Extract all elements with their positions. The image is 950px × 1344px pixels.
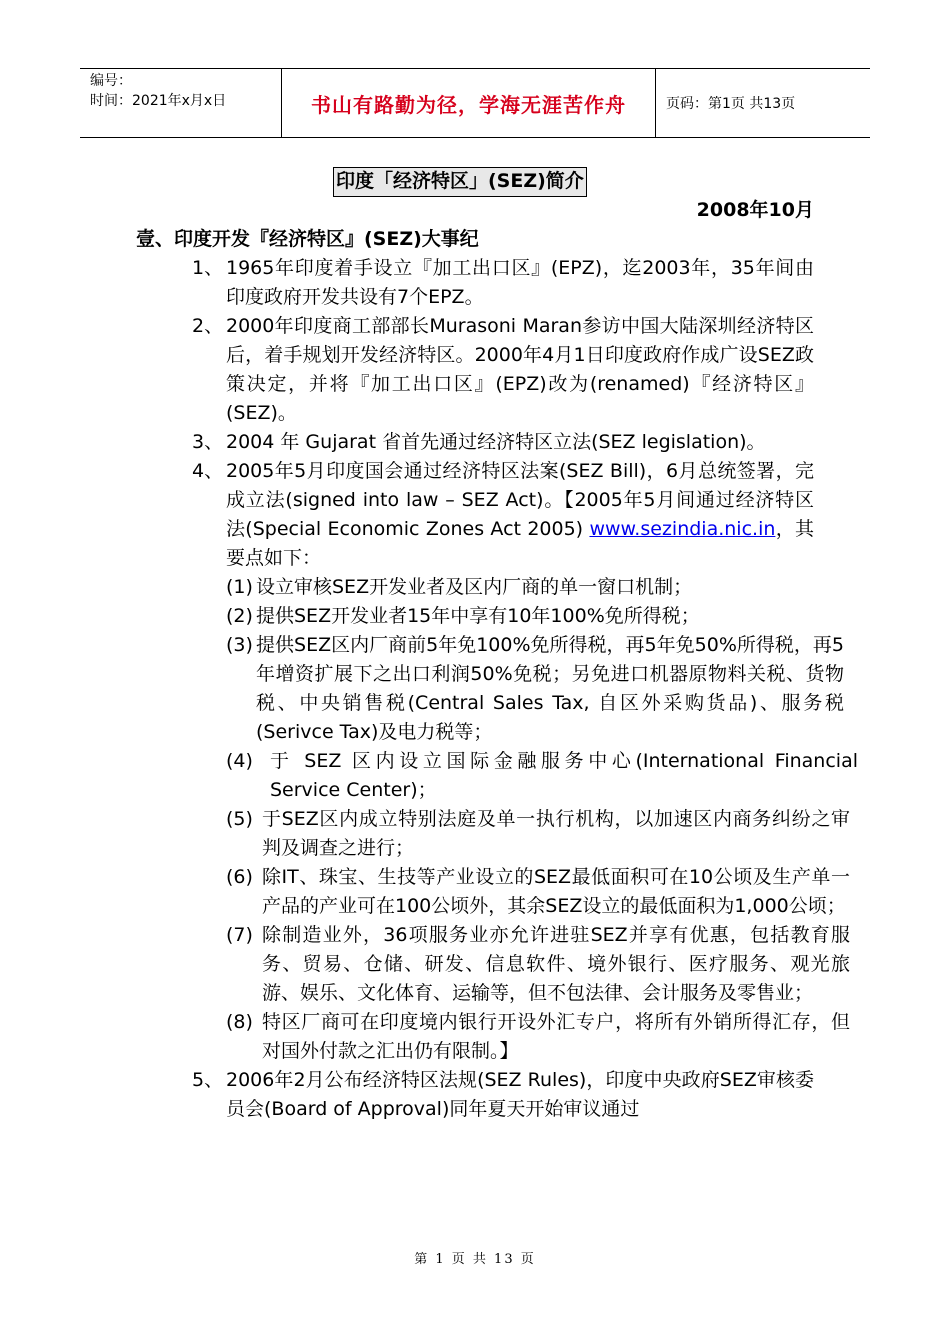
header-table — [80, 68, 870, 138]
item-text: 2004 年 Gujarat 省首先通过经济特区立法(SEZ legislation)。 — [226, 431, 766, 453]
sub-item-text: 提供SEZ开发业者15年中享有10年100%免所得税； — [256, 605, 700, 627]
document-title: 印度「经济特区」(SEZ)简介 — [333, 167, 587, 197]
item-number: 5、 — [192, 1069, 224, 1091]
sub-item-text: 于 SEZ 区内设立国际金融服务中心(International Financial Service Center)； — [270, 750, 858, 801]
item-number: 2、 — [192, 315, 224, 337]
section-heading: 壹、印度开发『经济特区』(SEZ)大事纪 — [136, 228, 479, 250]
list-item-3 — [192, 428, 814, 457]
sub-item-number: (4) — [226, 750, 253, 772]
time-label: 时间：2021年x月x日 — [90, 93, 227, 109]
number-label: 编号： — [90, 73, 132, 89]
item-number: 3、 — [192, 431, 224, 453]
item-text: 2000年印度商工部部长Murasoni Maran参访中国大陆深圳经济特区后，着手规划开发经济特区。2000年4月1日印度政府作成广设SEZ政策决定，并将『加工出口区』(EPZ)改为(renamed)『经济特区』(SEZ)。 — [226, 315, 814, 424]
sub-item-number: (3) — [226, 634, 253, 656]
sub-item-3 — [226, 631, 844, 747]
sub-item-number: (8) — [226, 1011, 253, 1033]
sub-item-number: (1) — [226, 576, 253, 598]
item-number: 1、 — [192, 257, 224, 279]
sub-item-8 — [226, 1008, 850, 1066]
sub-item-text: 除IT、珠宝、生技等产业设立的SEZ最低面积可在10公顷及生产单一产品的产业可在100公顷外，其余SEZ设立的最低面积为1,000公顷； — [262, 866, 850, 917]
header-motto: 书山有路勤为径，学海无涯苦作舟 — [282, 69, 656, 137]
sub-item-text: 特区厂商可在印度境内银行开设外汇专户，将所有外销所得汇存，但对国外付款之汇出仍有限制。】 — [262, 1011, 850, 1062]
header-meta-cell — [80, 69, 282, 137]
sub-item-5 — [226, 805, 850, 863]
sub-item-text: 设立审核SEZ开发业者及区内厂商的单一窗口机制； — [256, 576, 693, 598]
sub-item-number: (6) — [226, 866, 253, 888]
list-item-5 — [192, 1066, 814, 1124]
document-body — [0, 254, 950, 1124]
sezindia-link[interactable]: www.sezindia.nic.in — [589, 518, 776, 540]
item-number: 4、 — [192, 460, 224, 482]
list-item-4 — [192, 457, 858, 1066]
sub-item-4 — [226, 747, 858, 805]
sub-item-6 — [226, 863, 850, 921]
sub-item-text: 提供SEZ区内厂商前5年免100%免所得税，再5年免50%所得税，再5年增资扩展下之出口利润50%免税；另免进口机器原物料关税、货物税、中央销售税(Central Sales Tax, 自区外采购货品)、服务税(Serivce Tax)及电力税等； — [256, 634, 844, 743]
item-text: 2006年2月公布经济特区法规(SEZ Rules)，印度中央政府SEZ审核委员会(Board of Approval)同年夏天开始审议通过 — [226, 1069, 814, 1120]
header-page-info: 页码：第1页 共13页 — [666, 96, 796, 112]
item-text-after-link: ，其要点如下： — [226, 518, 814, 569]
sub-item-text: 于SEZ区内成立特别法庭及单一执行机构，以加速区内商务纠纷之审判及调查之进行； — [262, 808, 850, 859]
list-item-2 — [192, 312, 814, 428]
sub-item-number: (7) — [226, 924, 253, 946]
sub-item-7 — [226, 921, 850, 1008]
item-text: 1965年印度着手设立『加工出口区』(EPZ)，迄2003年，35年间由印度政府开发共设有7个EPZ。 — [226, 257, 814, 308]
page-footer: 第 1 页 共 13 页 — [414, 1252, 536, 1267]
sub-item-2 — [226, 602, 844, 631]
sub-item-number: (2) — [226, 605, 253, 627]
sub-item-text: 除制造业外，36项服务业亦允许进驻SEZ并享有优惠，包括教育服务、贸易、仓储、研发、信息软件、境外银行、医疗服务、观光旅游、娱乐、文化体育、运输等，但不包法律、会计服务及零售业； — [262, 924, 850, 1004]
sub-item-number: (5) — [226, 808, 253, 830]
document-date: 2008年10月 — [696, 199, 814, 221]
item-text: 2005年5月印度国会通过经济特区法案(SEZ Bill)，6月总统签署，完成立法(signed into law – SEZ Act)。【2005年5月间通过经济特区法(Special Economic Zones Act 2005) — [226, 460, 814, 540]
sub-item-1 — [226, 573, 844, 602]
item-text-block — [226, 457, 858, 1066]
list-item-1 — [192, 254, 814, 312]
